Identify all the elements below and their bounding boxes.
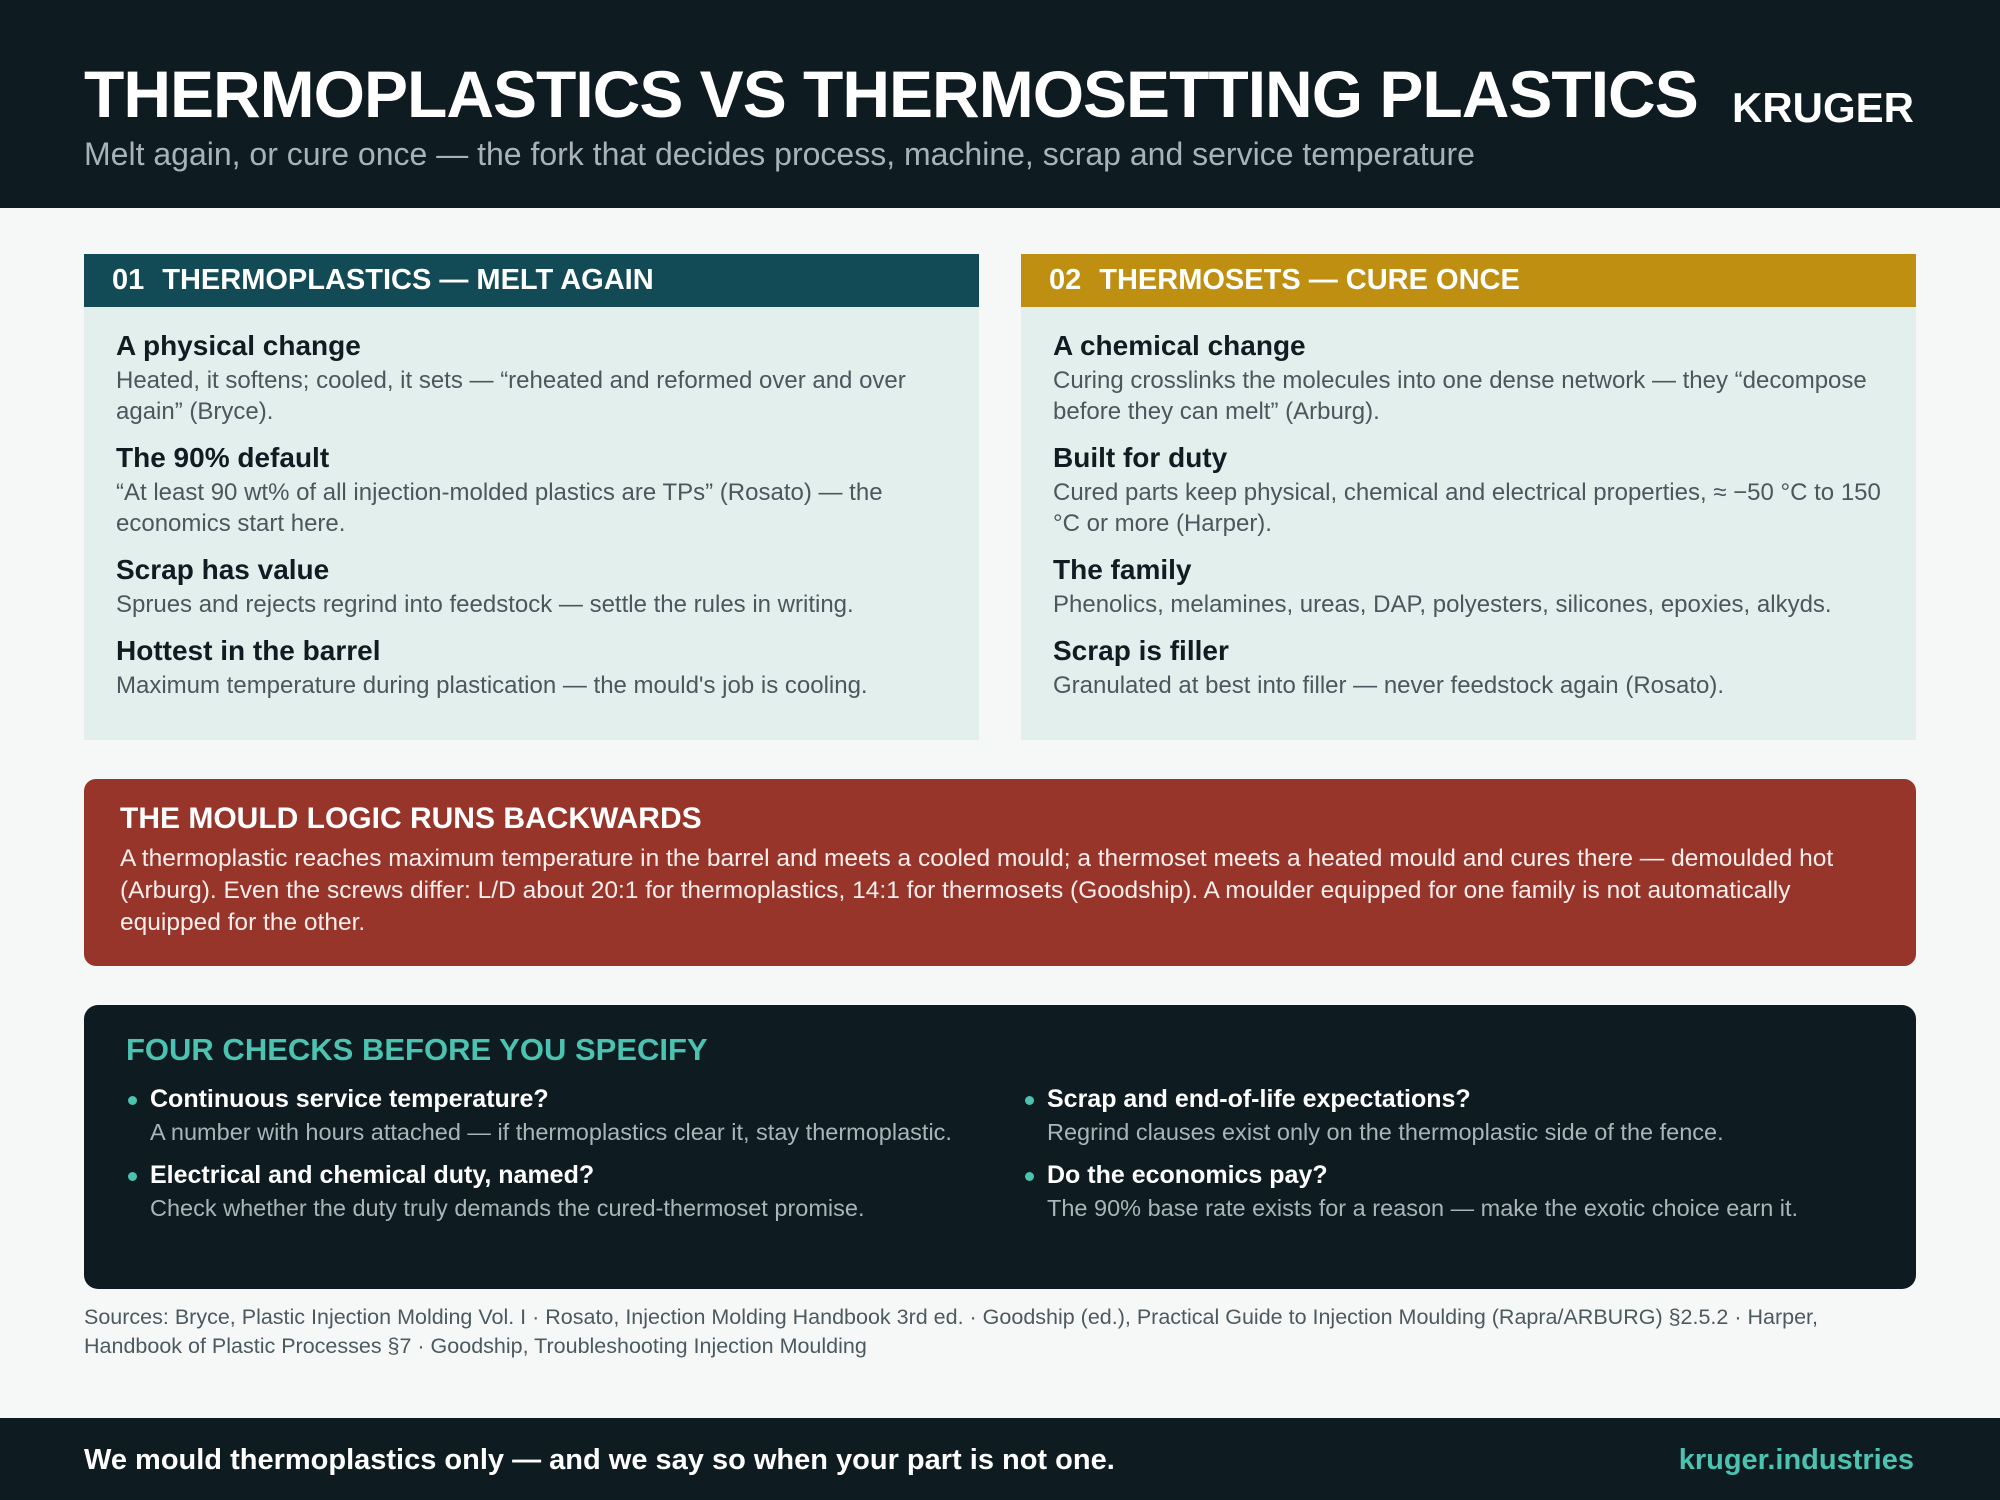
point-title: Hottest in the barrel (116, 635, 381, 666)
check-title: Do the economics pay? (1047, 1161, 1328, 1189)
card-heading (84, 254, 979, 307)
footer-bar (0, 1418, 2000, 1500)
thermosets-card (1021, 254, 1916, 740)
card-body (1021, 307, 1916, 701)
point-item (1053, 634, 1884, 701)
check-item (126, 1159, 976, 1223)
checks-panel (84, 1005, 1916, 1289)
sources-note: Sources: Bryce, Plastic Injection Molding Vol. I · Rosato, Injection Molding Handbook 3rd ed. · Goodship (ed.), Practical Guide to Injection Moulding (Rapra/ARBURG) §2.5.2 · Harper, Handbook of Plastic Processes §7 · Goodship, Troubleshooting Injection Moulding (84, 1305, 1818, 1358)
check-title: Scrap and end-of-life expectations? (1047, 1085, 1471, 1113)
point-item (1053, 441, 1884, 539)
card-heading (1021, 254, 1916, 307)
point-title: Scrap has value (116, 554, 330, 585)
point-title: A chemical change (1053, 330, 1306, 361)
bullet-icon (1025, 1096, 1034, 1105)
card-title: THERMOSETS — CURE ONCE (1099, 264, 1520, 296)
checks-column-left (126, 1083, 976, 1235)
point-text: Sprues and rejects regrind into feedstock — settle the rules in writing. (116, 591, 854, 618)
point-title: The 90% default (116, 442, 330, 473)
point-title: A physical change (116, 330, 361, 361)
page-title: THERMOPLASTICS VS THERMOSETTING PLASTICS (84, 57, 1698, 131)
banner-text: A thermoplastic reaches maximum temperature in the barrel and meets a cooled mould; a thermoset meets a heated mould and cures there — demoulded hot (Arburg). Even the screws differ: L/D about 20:1 for thermoplastics, 14:1 for thermosets (Goodship). A moulder equipped for one family is not automatically equipped for the other. (120, 845, 1834, 936)
check-text: Check whether the duty truly demands the cured-thermoset promise. (150, 1195, 865, 1221)
checks-title: FOUR CHECKS BEFORE YOU SPECIFY (126, 1032, 708, 1067)
bullet-icon (1025, 1172, 1034, 1181)
check-text: A number with hours attached — if thermoplastics clear it, stay thermoplastic. (150, 1119, 952, 1145)
point-title: Built for duty (1053, 442, 1228, 473)
check-title: Continuous service temperature? (150, 1085, 549, 1113)
point-text: Granulated at best into filler — never feedstock again (Rosato). (1053, 672, 1725, 699)
bullet-icon (128, 1172, 137, 1181)
point-item (116, 553, 947, 620)
point-text: Cured parts keep physical, chemical and electrical properties, ≈ −50 °C to 150 °C or more (Harper). (1053, 479, 1881, 537)
checks-columns (126, 1083, 1874, 1283)
point-text: Heated, it softens; cooled, it sets — “reheated and reformed over and over again” (Bryce). (116, 367, 906, 425)
bullet-icon (128, 1096, 137, 1105)
point-title: Scrap is filler (1053, 635, 1229, 666)
point-item (116, 329, 947, 427)
point-item (116, 634, 947, 701)
point-text: “At least 90 wt% of all injection-molded plastics are TPs” (Rosato) — the economics start here. (116, 479, 883, 537)
banner-title: THE MOULD LOGIC RUNS BACKWARDS (120, 802, 702, 835)
checks-column-right (1023, 1083, 1883, 1235)
header-bar (0, 0, 2000, 208)
check-item (1023, 1159, 1883, 1223)
point-text: Maximum temperature during plastication — the mould's job is cooling. (116, 672, 868, 699)
check-item (126, 1083, 976, 1147)
mould-logic-banner (84, 779, 1916, 966)
footer-website-link[interactable]: kruger.industries (1678, 1444, 1914, 1476)
check-text: Regrind clauses exist only on the thermoplastic side of the fence. (1047, 1119, 1724, 1145)
check-title: Electrical and chemical duty, named? (150, 1161, 595, 1189)
card-number: 01 (112, 264, 145, 296)
point-text: Phenolics, melamines, ureas, DAP, polyesters, silicones, epoxies, alkyds. (1053, 591, 1832, 618)
point-text: Curing crosslinks the molecules into one dense network — they “decompose before they can melt” (Arburg). (1053, 367, 1867, 425)
card-title: THERMOPLASTICS — MELT AGAIN (162, 264, 654, 296)
check-item (1023, 1083, 1883, 1147)
thermoplastics-card (84, 254, 979, 740)
point-item (1053, 329, 1884, 427)
card-number: 02 (1049, 264, 1082, 296)
point-item (116, 441, 947, 539)
point-title: The family (1053, 554, 1192, 585)
card-body (84, 307, 979, 701)
point-item (1053, 553, 1884, 620)
page-subtitle: Melt again, or cure once — the fork that decides process, machine, scrap and service temperature (84, 136, 1475, 172)
check-text: The 90% base rate exists for a reason — make the exotic choice earn it. (1047, 1195, 1799, 1221)
footer-tagline: We mould thermoplastics only — and we say so when your part is not one. (84, 1444, 1115, 1476)
brand-logo: KRUGER (1731, 84, 1914, 131)
